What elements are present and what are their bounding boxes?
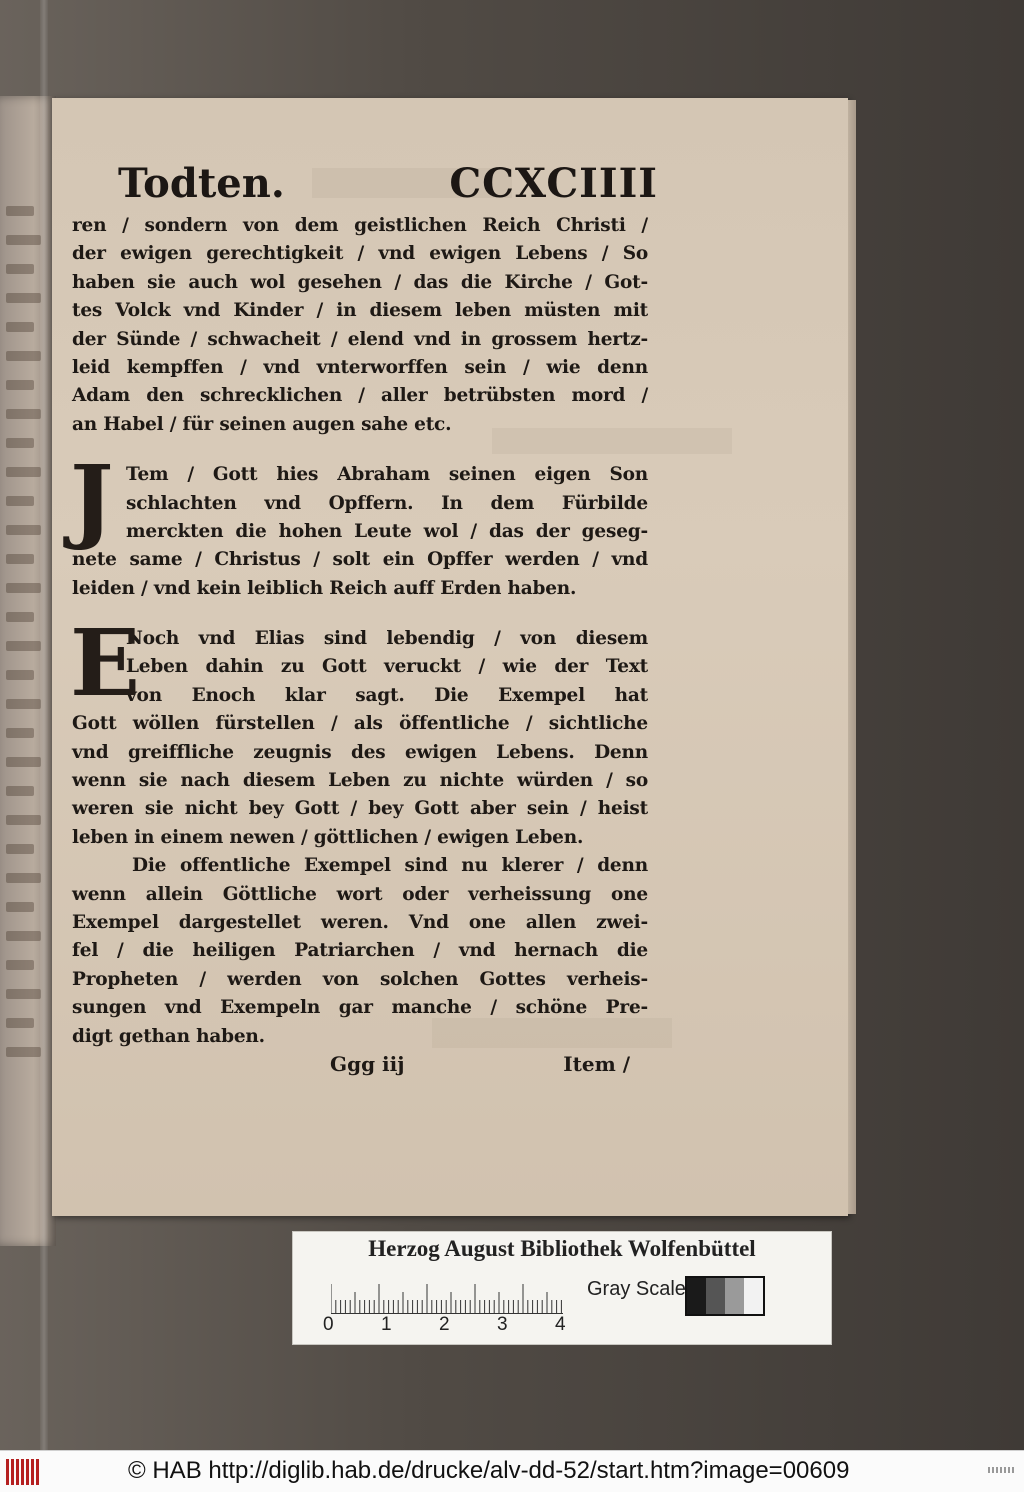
paragraph — [70, 445, 648, 603]
text-line: leid kempffen / vnd vnterworffen sein / wie denn — [72, 356, 648, 378]
hab-logo-icon — [6, 1459, 40, 1485]
drop-capital: J — [70, 445, 114, 554]
facing-page-text-fragment — [6, 757, 41, 767]
text-line: leiden / vnd kein leiblich Reich auff Erden haben. — [72, 577, 577, 599]
text-line: haben sie auch wol gesehen / das die Kirche / Got- — [72, 271, 648, 293]
facing-page-text-fragment — [6, 206, 34, 216]
page-footer — [330, 1052, 630, 1086]
library-name: Herzog August Bibliothek Wolfenbüttel — [368, 1236, 756, 1261]
catchword: Item / — [563, 1052, 630, 1076]
facing-page-text-fragment — [6, 293, 41, 303]
ruler-number: 4 — [555, 1314, 566, 1335]
paragraph — [72, 852, 648, 1051]
facing-page-text-fragment — [6, 902, 34, 912]
gray-swatch — [725, 1278, 744, 1314]
text-line: Noch vnd Elias sind lebendig / von diesem — [126, 628, 648, 650]
text-line: wenn allein Göttliche wort oder verheissung one — [72, 883, 648, 905]
facing-page-text-fragment — [6, 467, 41, 477]
corner-marks-icon — [988, 1467, 1014, 1473]
facing-page-text-fragment — [6, 525, 41, 535]
facing-page-text-fragment — [6, 815, 41, 825]
facing-page-text-fragment — [6, 409, 41, 419]
text-line: digt gethan haben. — [72, 1025, 265, 1047]
text-line: nete same / Christus / solt ein Opffer werden / vnd — [72, 549, 648, 571]
facing-page-text-fragment — [6, 1018, 34, 1028]
text-line: von Enoch klar sagt. Die Exempel hat — [126, 684, 648, 706]
text-line: Die offentliche Exempel sind nu klerer / denn — [132, 855, 648, 877]
text-line: Propheten / werden von solchen Gottes verheis- — [72, 968, 648, 990]
facing-page-text-fragment — [6, 322, 34, 332]
text-line: tes Volck vnd Kinder / in diesem leben müsten mit — [72, 300, 648, 322]
text-line: sungen vnd Exempeln gar manche / schöne Pre- — [72, 997, 648, 1019]
text-line: Leben dahin zu Gott veruckt / wie der Text — [126, 656, 648, 678]
facing-page-text-fragment — [6, 583, 41, 593]
text-line: schlachten vnd Opffern. In dem Fürbilde — [126, 492, 648, 514]
text-line: weren sie nicht bey Gott / bey Gott aber sein / heist — [72, 798, 648, 820]
paragraph — [70, 609, 648, 852]
page-fore-edge — [848, 100, 856, 1214]
ruler-number: 2 — [439, 1314, 450, 1335]
running-title: Todten. — [118, 160, 285, 207]
gray-swatch — [706, 1278, 725, 1314]
facing-page-text-fragment — [6, 931, 41, 941]
text-line: Gott wöllen fürstellen / als öffentliche / sichtliche — [72, 713, 648, 735]
facing-page-text-fragment — [6, 641, 41, 651]
folio-number: CCXCIIII — [449, 160, 658, 207]
glass-plate-edge — [40, 0, 48, 1450]
ruler-numbers — [323, 1314, 583, 1340]
facing-page-text-fragment — [6, 612, 34, 622]
text-line: vnd greiffliche zeugnis des ewigen Lebens. Denn — [72, 741, 648, 763]
text-line: Adam den schrecklichen / aller betrübsten mord / — [72, 385, 648, 407]
text-line: ren / sondern von dem geistlichen Reich Christi / — [72, 215, 648, 236]
text-line: Exempel dargestellet weren. Vnd one allen zwei- — [72, 911, 648, 933]
facing-page-text-fragment — [6, 728, 34, 738]
facing-page-text-fragment — [6, 235, 41, 245]
gray-swatch — [687, 1278, 706, 1314]
gray-scale-label: Gray Scale — [587, 1278, 686, 1300]
paragraph — [72, 212, 648, 439]
paragraph-gap — [72, 439, 648, 461]
text-line: Tem / Gott hies Abraham seinen eigen Son — [126, 464, 648, 486]
facing-page-text-fragment — [6, 351, 41, 361]
text-line: fel / die heiligen Patriarchen / vnd hernach die — [72, 940, 648, 962]
footer-bar — [0, 1450, 1024, 1492]
facing-page-text-fragment — [6, 960, 34, 970]
facing-page-text-fragment — [6, 786, 34, 796]
gray-swatch — [744, 1278, 763, 1314]
ruler-number: 1 — [381, 1314, 392, 1335]
facing-page-text-fragment — [6, 554, 34, 564]
text-block — [72, 212, 648, 1051]
color-reference-card — [292, 1231, 832, 1345]
text-line: merckten die hohen Leute wol / das der geseg- — [126, 520, 648, 542]
running-header — [118, 160, 658, 220]
drop-capital: E — [70, 609, 141, 718]
copyright-link[interactable]: © HAB http://diglib.hab.de/drucke/alv-dd-52/start.htm?image=00609 — [128, 1457, 850, 1484]
facing-page-text-fragment — [6, 1047, 41, 1057]
text-line: wenn sie nach diesem Leben zu nichte würden / so — [72, 770, 648, 792]
gray-scale-swatches — [685, 1276, 765, 1316]
facing-page-text-fragment — [6, 670, 34, 680]
text-line: leben in einem newen / göttlichen / ewigen Leben. — [72, 826, 584, 848]
facing-page-text-fragment — [6, 844, 34, 854]
facing-page-text-fragment — [6, 438, 34, 448]
signature-mark: Ggg iij — [330, 1052, 405, 1076]
paragraph-gap — [72, 603, 648, 625]
text-line: der ewigen gerechtigkeit / vnd ewigen Lebens / So — [72, 243, 648, 265]
ruler-number: 0 — [323, 1314, 334, 1335]
facing-page-text-fragment — [6, 699, 41, 709]
facing-page-text-fragment — [6, 989, 41, 999]
facing-page-text-fragment — [6, 496, 34, 506]
text-line: an Habel / für seinen augen sahe etc. — [72, 413, 452, 435]
facing-page-text-fragment — [6, 264, 34, 274]
facing-page-text-fragment — [6, 873, 41, 883]
ruler-number: 3 — [497, 1314, 508, 1335]
facing-page-text-fragment — [6, 380, 34, 390]
text-line: der Sünde / schwacheit / elend vnd in grossem hertz- — [72, 328, 648, 350]
